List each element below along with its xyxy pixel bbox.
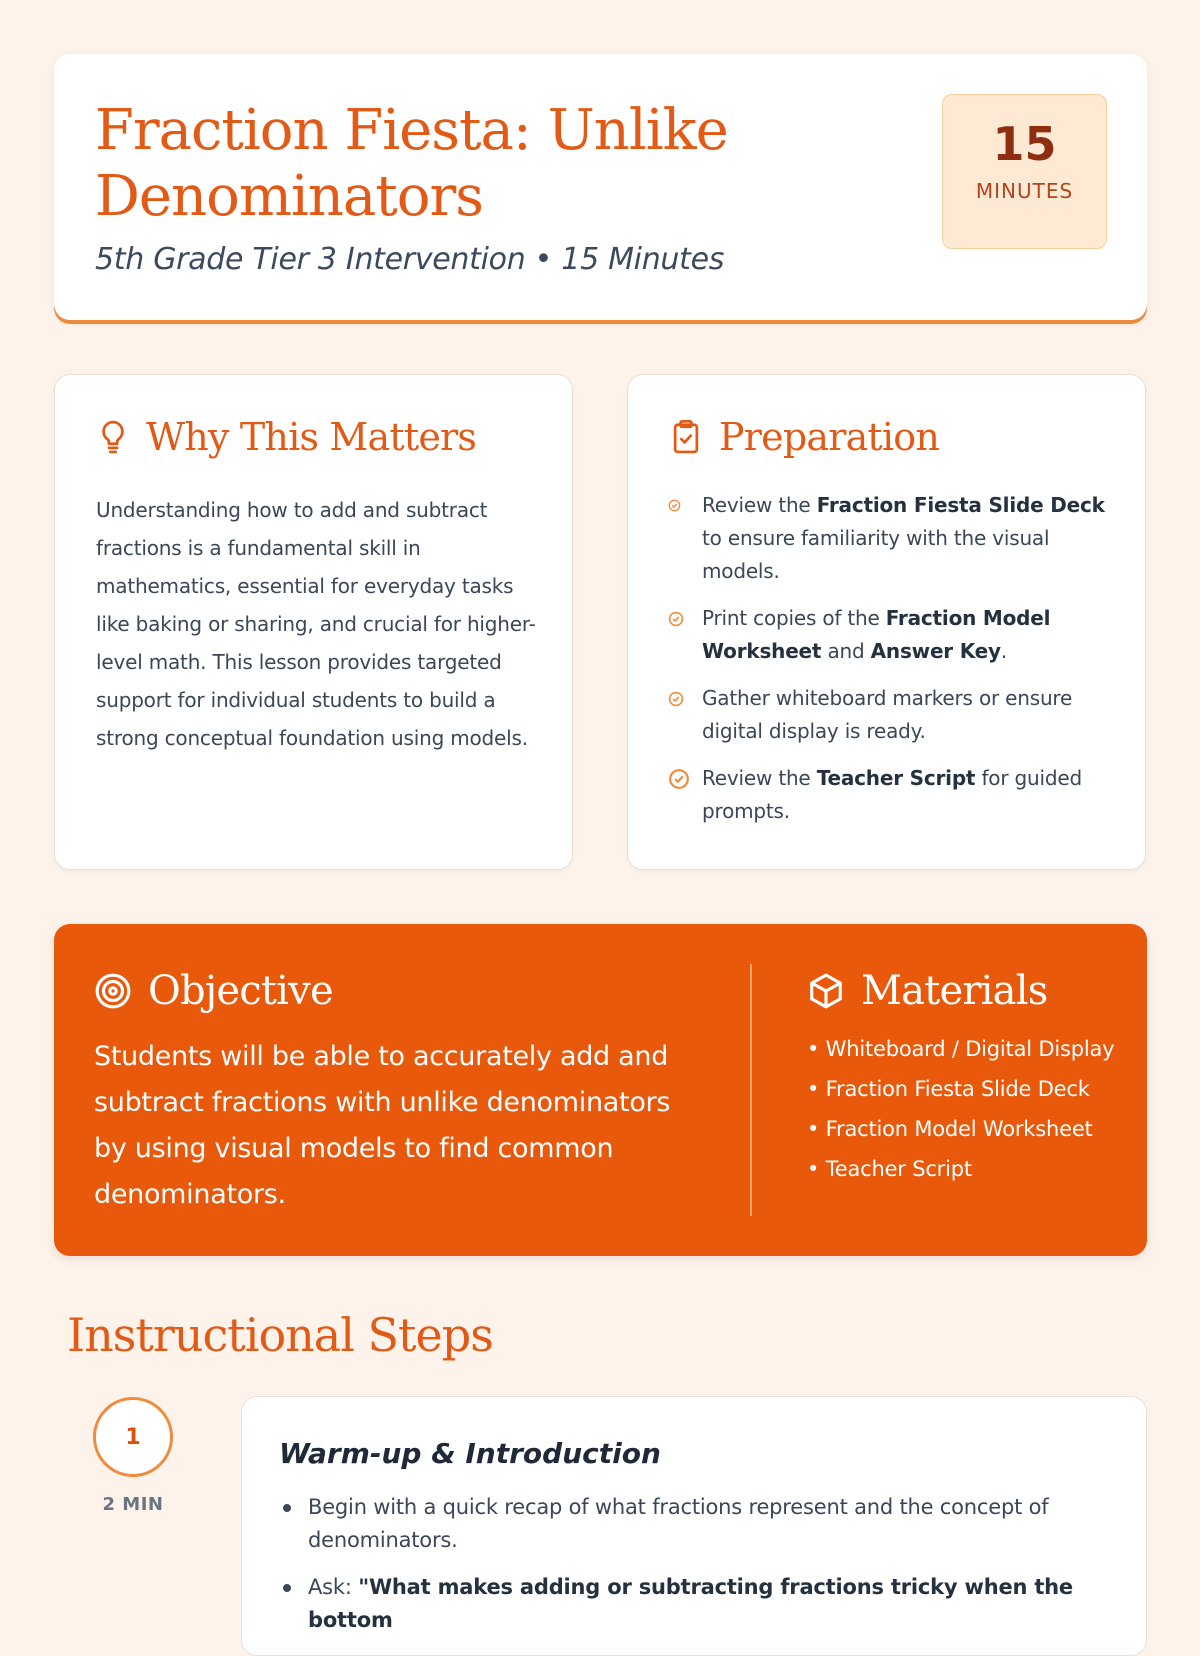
step-bullet: Ask: "What makes adding or subtracting fractions tricky when the bottom bbox=[279, 1571, 1119, 1637]
page-subtitle: 5th Grade Tier 3 Intervention • 15 Minutes bbox=[95, 242, 725, 277]
duration-unit: MINUTES bbox=[975, 179, 1074, 203]
steps-heading: Instructional Steps bbox=[67, 1308, 493, 1362]
preparation-item: Review the Fraction Fiesta Slide Deck to ensure familiarity with the visual models. bbox=[668, 489, 1108, 588]
materials-item: • Fraction Fiesta Slide Deck bbox=[807, 1077, 1090, 1101]
objective-heading: Objective bbox=[148, 968, 333, 1014]
preparation-card bbox=[627, 374, 1146, 870]
panel-divider bbox=[750, 964, 752, 1216]
why-heading-row bbox=[96, 415, 476, 459]
step-title: Warm-up & Introduction bbox=[279, 1437, 661, 1470]
objective-text: Students will be able to accurately add and subtract fractions with unlike denominators by using visual models to find common denominators. bbox=[94, 1041, 671, 1210]
materials-heading: Materials bbox=[861, 968, 1048, 1014]
check-circle-icon bbox=[668, 768, 690, 790]
why-text: Understanding how to add and subtract fractions is a fundamental skill in mathematics, essential for everyday tasks like baking or sharing, and crucial for higher-level math. This lesson provides targeted support for individual students to build a strong conceptual foundation using models. bbox=[96, 498, 536, 750]
objective-materials-panel bbox=[54, 924, 1147, 1256]
why-heading: Why This Matters bbox=[146, 415, 477, 459]
box-icon bbox=[807, 972, 845, 1010]
duration-number: 15 bbox=[992, 117, 1057, 171]
objective-heading-row bbox=[94, 968, 333, 1014]
materials-item: • Fraction Model Worksheet bbox=[807, 1117, 1093, 1141]
preparation-item: Gather whiteboard markers or ensure digital display is ready. bbox=[668, 682, 1108, 748]
preparation-heading-row bbox=[669, 415, 939, 459]
step-number-badge: 1 bbox=[93, 1397, 173, 1477]
step-card bbox=[241, 1396, 1147, 1656]
preparation-item: Review the Teacher Script for guided prompts. bbox=[668, 762, 1108, 828]
step-duration: 2 MIN bbox=[102, 1494, 164, 1515]
materials-list bbox=[807, 1032, 1117, 1192]
preparation-list bbox=[668, 489, 1108, 842]
step-bullet-list bbox=[279, 1491, 1119, 1651]
lesson-header-card bbox=[54, 54, 1147, 320]
target-icon bbox=[94, 972, 132, 1010]
why-this-matters-card bbox=[54, 374, 573, 870]
step-bullet: Begin with a quick recap of what fractions represent and the concept of denominators. bbox=[279, 1491, 1119, 1557]
materials-heading-row bbox=[807, 968, 1047, 1014]
materials-item: • Whiteboard / Digital Display bbox=[807, 1037, 1115, 1061]
preparation-item: Print copies of the Fraction Model Worksheet and Answer Key. bbox=[668, 602, 1108, 668]
clipboard-check-icon bbox=[669, 418, 703, 456]
check-circle-icon bbox=[668, 499, 681, 512]
check-circle-icon bbox=[668, 611, 684, 627]
preparation-heading: Preparation bbox=[719, 415, 939, 459]
duration-badge bbox=[942, 94, 1107, 249]
lightbulb-icon bbox=[96, 418, 130, 456]
page-title: Fraction Fiesta: Unlike Denominators bbox=[95, 98, 728, 229]
check-circle-icon bbox=[668, 691, 684, 707]
materials-item: • Teacher Script bbox=[807, 1157, 972, 1181]
